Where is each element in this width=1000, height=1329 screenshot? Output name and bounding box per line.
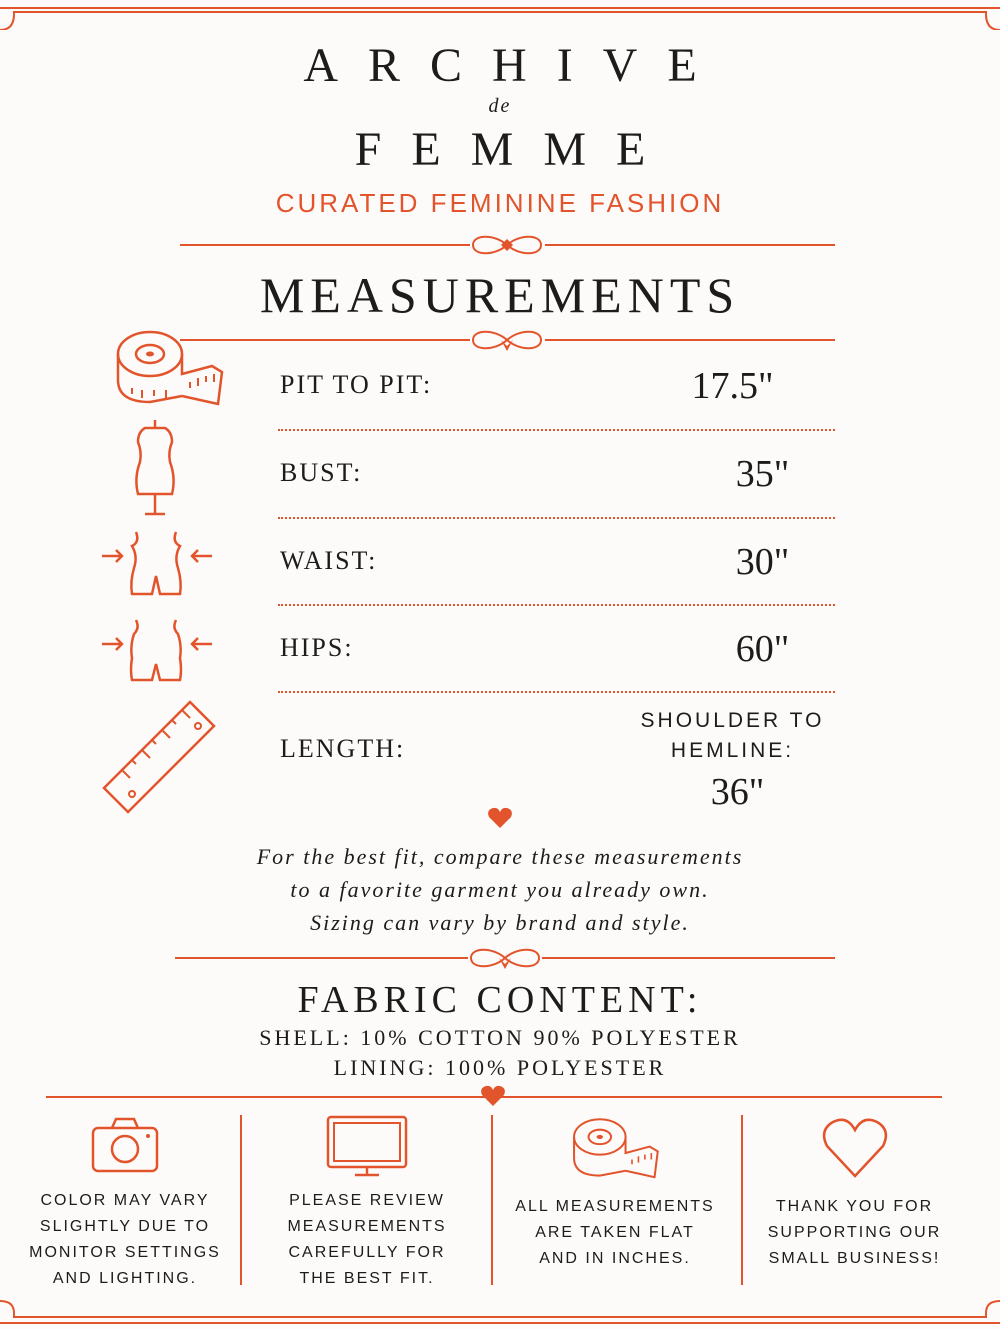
length-value: 36" (710, 771, 765, 813)
bust-label: BUST: (280, 458, 363, 487)
ruler-icon (100, 696, 218, 816)
footer-separator (491, 1115, 493, 1285)
hips-body-icon (100, 616, 215, 684)
bust-value: 35" (735, 453, 790, 495)
hips-value: 60" (735, 628, 790, 670)
length-description-line: HEMLINE: (670, 739, 795, 762)
tape-measure-icon (568, 1116, 663, 1182)
footer-text-line: SMALL BUSINESS! (768, 1250, 941, 1267)
row-separator (278, 517, 835, 519)
ornament-divider (180, 327, 835, 353)
brand-line-femme: FEMME (354, 123, 676, 176)
footer-text-line: ARE TAKEN FLAT (535, 1224, 695, 1241)
footer-text-line: CAREFULLY FOR (288, 1244, 446, 1261)
footer-text-line: SLIGHTLY DUE TO (39, 1218, 211, 1235)
footer-text-line: MONITOR SETTINGS (29, 1244, 221, 1261)
tape-measure-icon (112, 328, 227, 410)
fit-note (0, 840, 1000, 939)
ornament-divider (175, 945, 835, 971)
monitor-icon (325, 1114, 409, 1178)
footer-text-line: AND IN INCHES. (539, 1250, 691, 1267)
ornament-divider (180, 232, 835, 258)
row-separator (278, 691, 835, 693)
fit-note-line: to a favorite garment you already own. (290, 877, 710, 902)
length-description (620, 706, 845, 766)
footer-review-note (262, 1110, 472, 1290)
pit-to-pit-label: PIT TO PIT: (280, 370, 433, 399)
footer-text-line: THE BEST FIT. (299, 1270, 435, 1287)
row-separator (278, 604, 835, 606)
fit-note-line: For the best fit, compare these measurements (256, 844, 744, 869)
bottom-border (0, 1299, 1000, 1329)
heart-icon (480, 1084, 506, 1108)
footer-text-line: ALL MEASUREMENTS (515, 1198, 715, 1215)
length-description-line: SHOULDER TO (640, 709, 825, 732)
measurements-title: MEASUREMENTS (259, 267, 741, 323)
fabric-shell: SHELL: 10% COTTON 90% POLYESTER (259, 1025, 741, 1050)
row-separator (278, 429, 835, 431)
footer-text-line: SUPPORTING OUR (767, 1224, 942, 1241)
footer-text-line: THANK YOU FOR (775, 1198, 934, 1215)
fabric-content-title: FABRIC CONTENT: (297, 979, 703, 1021)
footer-text-line: AND LIGHTING. (52, 1270, 198, 1287)
footer-separator (741, 1115, 743, 1285)
brand-line-archive: ARCHIVE (303, 39, 727, 92)
waist-value: 30" (735, 541, 790, 583)
waist-label: WAIST: (280, 546, 378, 575)
pit-to-pit-value: 17.5" (691, 365, 774, 407)
footer-separator (240, 1115, 242, 1285)
top-border (0, 0, 1000, 30)
fit-note-line: Sizing can vary by brand and style. (310, 910, 690, 935)
footer-flat-note (505, 1110, 725, 1290)
fabric-lining: LINING: 100% POLYESTER (333, 1055, 667, 1080)
brand-line-de: de (488, 95, 512, 117)
heart-icon (487, 806, 513, 830)
camera-icon (90, 1116, 160, 1174)
footer-text-line: COLOR MAY VARY (40, 1192, 210, 1209)
dress-form-icon (128, 418, 183, 518)
footer-color-note (20, 1110, 230, 1290)
footer-text-line: PLEASE REVIEW (289, 1192, 445, 1209)
length-label: LENGTH: (280, 734, 406, 763)
brand-tagline: CURATED FEMININE FASHION (275, 188, 725, 218)
hips-label: HIPS: (280, 633, 354, 662)
footer-thanks-note (752, 1110, 957, 1290)
footer-text-line: MEASUREMENTS (287, 1218, 447, 1235)
heart-outline-icon (821, 1116, 889, 1180)
waist-body-icon (100, 528, 215, 598)
